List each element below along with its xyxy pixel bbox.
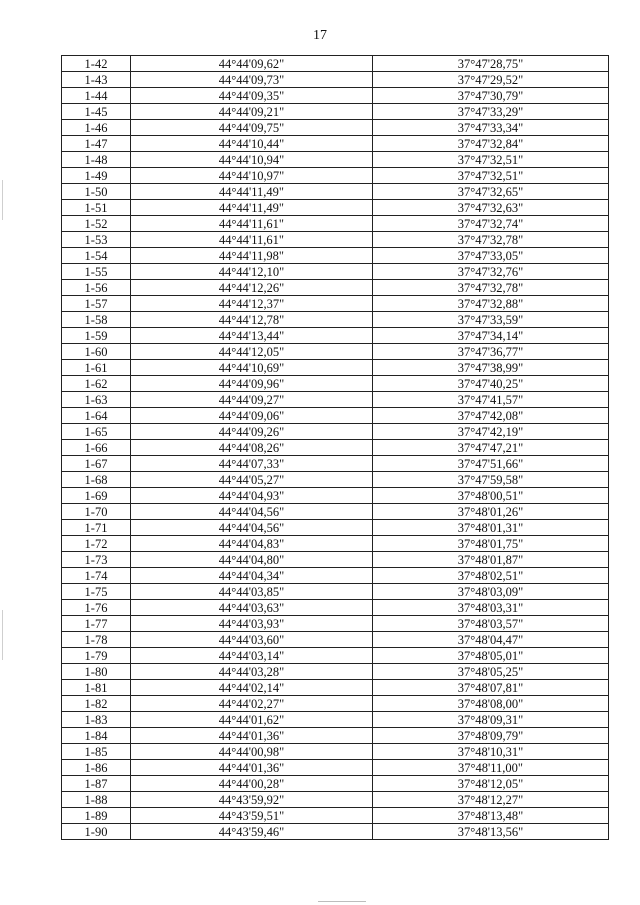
point-number-cell: 1-60 <box>62 344 131 360</box>
table-row <box>62 504 609 520</box>
latitude-cell: 44°44'04,83" <box>131 536 373 552</box>
point-number-cell: 1-59 <box>62 328 131 344</box>
longitude-cell: 37°48'10,31" <box>373 744 609 760</box>
point-number-cell: 1-45 <box>62 104 131 120</box>
point-number-cell: 1-53 <box>62 232 131 248</box>
longitude-cell: 37°47'28,75" <box>373 56 609 72</box>
latitude-cell: 44°44'12,10" <box>131 264 373 280</box>
longitude-cell: 37°48'13,56" <box>373 824 609 840</box>
point-number-cell: 1-66 <box>62 440 131 456</box>
longitude-cell: 37°48'07,81" <box>373 680 609 696</box>
latitude-cell: 44°44'03,85" <box>131 584 373 600</box>
latitude-cell: 44°44'10,97" <box>131 168 373 184</box>
latitude-cell: 44°44'03,60" <box>131 632 373 648</box>
point-number-cell: 1-72 <box>62 536 131 552</box>
table-row <box>62 632 609 648</box>
table-row <box>62 312 609 328</box>
point-number-cell: 1-62 <box>62 376 131 392</box>
table-row <box>62 440 609 456</box>
point-number-cell: 1-82 <box>62 696 131 712</box>
table-row <box>62 408 609 424</box>
latitude-cell: 44°44'11,49" <box>131 200 373 216</box>
point-number-cell: 1-51 <box>62 200 131 216</box>
latitude-cell: 44°44'04,56" <box>131 504 373 520</box>
point-number-cell: 1-48 <box>62 152 131 168</box>
latitude-cell: 44°44'00,28" <box>131 776 373 792</box>
longitude-cell: 37°48'04,47" <box>373 632 609 648</box>
latitude-cell: 44°44'09,75" <box>131 120 373 136</box>
latitude-cell: 44°44'11,61" <box>131 232 373 248</box>
latitude-cell: 44°44'07,33" <box>131 456 373 472</box>
longitude-cell: 37°48'03,57" <box>373 616 609 632</box>
table-row <box>62 648 609 664</box>
table-row <box>62 696 609 712</box>
table-row <box>62 104 609 120</box>
latitude-cell: 44°44'11,61" <box>131 216 373 232</box>
latitude-cell: 44°44'12,37" <box>131 296 373 312</box>
table-row <box>62 680 609 696</box>
point-number-cell: 1-44 <box>62 88 131 104</box>
longitude-cell: 37°48'05,25" <box>373 664 609 680</box>
point-number-cell: 1-88 <box>62 792 131 808</box>
longitude-cell: 37°47'32,74" <box>373 216 609 232</box>
longitude-cell: 37°47'32,63" <box>373 200 609 216</box>
table-row <box>62 232 609 248</box>
table-row <box>62 616 609 632</box>
latitude-cell: 44°44'02,27" <box>131 696 373 712</box>
table-row <box>62 536 609 552</box>
longitude-cell: 37°48'09,79" <box>373 728 609 744</box>
table-row <box>62 136 609 152</box>
point-number-cell: 1-54 <box>62 248 131 264</box>
latitude-cell: 44°44'09,35" <box>131 88 373 104</box>
scan-edge-mark <box>2 610 3 660</box>
longitude-cell: 37°48'03,31" <box>373 600 609 616</box>
point-number-cell: 1-42 <box>62 56 131 72</box>
point-number-cell: 1-68 <box>62 472 131 488</box>
latitude-cell: 44°43'59,51" <box>131 808 373 824</box>
latitude-cell: 44°44'10,94" <box>131 152 373 168</box>
table-row <box>62 712 609 728</box>
longitude-cell: 37°47'33,34" <box>373 120 609 136</box>
latitude-cell: 44°44'02,14" <box>131 680 373 696</box>
table-row <box>62 168 609 184</box>
latitude-cell: 44°44'09,06" <box>131 408 373 424</box>
point-number-cell: 1-46 <box>62 120 131 136</box>
point-number-cell: 1-75 <box>62 584 131 600</box>
latitude-cell: 44°44'09,27" <box>131 392 373 408</box>
longitude-cell: 37°47'32,78" <box>373 232 609 248</box>
latitude-cell: 44°44'03,28" <box>131 664 373 680</box>
point-number-cell: 1-47 <box>62 136 131 152</box>
table-row <box>62 488 609 504</box>
latitude-cell: 44°44'10,69" <box>131 360 373 376</box>
table-row <box>62 472 609 488</box>
table-row <box>62 376 609 392</box>
longitude-cell: 37°48'09,31" <box>373 712 609 728</box>
table-row <box>62 328 609 344</box>
table-row <box>62 152 609 168</box>
longitude-cell: 37°48'02,51" <box>373 568 609 584</box>
table-row <box>62 792 609 808</box>
point-number-cell: 1-81 <box>62 680 131 696</box>
latitude-cell: 44°44'05,27" <box>131 472 373 488</box>
table-row <box>62 280 609 296</box>
longitude-cell: 37°48'00,51" <box>373 488 609 504</box>
point-number-cell: 1-56 <box>62 280 131 296</box>
latitude-cell: 44°44'11,49" <box>131 184 373 200</box>
point-number-cell: 1-71 <box>62 520 131 536</box>
table-row <box>62 216 609 232</box>
longitude-cell: 37°47'29,52" <box>373 72 609 88</box>
point-number-cell: 1-80 <box>62 664 131 680</box>
longitude-cell: 37°48'12,05" <box>373 776 609 792</box>
table-row <box>62 120 609 136</box>
longitude-cell: 37°47'42,08" <box>373 408 609 424</box>
point-number-cell: 1-57 <box>62 296 131 312</box>
point-number-cell: 1-85 <box>62 744 131 760</box>
longitude-cell: 37°47'59,58" <box>373 472 609 488</box>
point-number-cell: 1-43 <box>62 72 131 88</box>
table-row <box>62 520 609 536</box>
longitude-cell: 37°47'32,76" <box>373 264 609 280</box>
longitude-cell: 37°47'30,79" <box>373 88 609 104</box>
point-number-cell: 1-90 <box>62 824 131 840</box>
latitude-cell: 44°44'09,62" <box>131 56 373 72</box>
table-row <box>62 728 609 744</box>
longitude-cell: 37°48'08,00" <box>373 696 609 712</box>
point-number-cell: 1-50 <box>62 184 131 200</box>
point-number-cell: 1-73 <box>62 552 131 568</box>
table-row <box>62 88 609 104</box>
longitude-cell: 37°48'05,01" <box>373 648 609 664</box>
point-number-cell: 1-78 <box>62 632 131 648</box>
coordinates-table-body <box>62 56 609 840</box>
point-number-cell: 1-65 <box>62 424 131 440</box>
point-number-cell: 1-79 <box>62 648 131 664</box>
point-number-cell: 1-61 <box>62 360 131 376</box>
scan-edge-mark <box>2 180 3 220</box>
longitude-cell: 37°47'33,59" <box>373 312 609 328</box>
table-row <box>62 824 609 840</box>
point-number-cell: 1-63 <box>62 392 131 408</box>
longitude-cell: 37°47'33,05" <box>373 248 609 264</box>
latitude-cell: 44°44'09,21" <box>131 104 373 120</box>
latitude-cell: 44°44'03,63" <box>131 600 373 616</box>
longitude-cell: 37°47'32,65" <box>373 184 609 200</box>
table-row <box>62 760 609 776</box>
point-number-cell: 1-64 <box>62 408 131 424</box>
latitude-cell: 44°44'09,73" <box>131 72 373 88</box>
longitude-cell: 37°47'32,84" <box>373 136 609 152</box>
point-number-cell: 1-87 <box>62 776 131 792</box>
latitude-cell: 44°44'00,98" <box>131 744 373 760</box>
longitude-cell: 37°48'11,00" <box>373 760 609 776</box>
scan-bottom-mark <box>318 901 366 902</box>
latitude-cell: 44°43'59,92" <box>131 792 373 808</box>
longitude-cell: 37°48'01,31" <box>373 520 609 536</box>
latitude-cell: 44°44'12,26" <box>131 280 373 296</box>
table-row <box>62 456 609 472</box>
table-row <box>62 296 609 312</box>
latitude-cell: 44°44'12,05" <box>131 344 373 360</box>
latitude-cell: 44°44'04,80" <box>131 552 373 568</box>
latitude-cell: 44°44'03,93" <box>131 616 373 632</box>
point-number-cell: 1-86 <box>62 760 131 776</box>
table-row <box>62 264 609 280</box>
point-number-cell: 1-58 <box>62 312 131 328</box>
longitude-cell: 37°47'36,77" <box>373 344 609 360</box>
point-number-cell: 1-52 <box>62 216 131 232</box>
latitude-cell: 44°44'01,36" <box>131 728 373 744</box>
table-row <box>62 744 609 760</box>
table-row <box>62 664 609 680</box>
table-row <box>62 424 609 440</box>
point-number-cell: 1-55 <box>62 264 131 280</box>
point-number-cell: 1-76 <box>62 600 131 616</box>
longitude-cell: 37°47'33,29" <box>373 104 609 120</box>
longitude-cell: 37°47'32,51" <box>373 168 609 184</box>
longitude-cell: 37°47'42,19" <box>373 424 609 440</box>
point-number-cell: 1-69 <box>62 488 131 504</box>
longitude-cell: 37°47'32,51" <box>373 152 609 168</box>
point-number-cell: 1-67 <box>62 456 131 472</box>
longitude-cell: 37°48'13,48" <box>373 808 609 824</box>
latitude-cell: 44°44'13,44" <box>131 328 373 344</box>
table-row <box>62 344 609 360</box>
longitude-cell: 37°48'12,27" <box>373 792 609 808</box>
latitude-cell: 44°44'10,44" <box>131 136 373 152</box>
table-row <box>62 248 609 264</box>
longitude-cell: 37°48'03,09" <box>373 584 609 600</box>
latitude-cell: 44°44'09,26" <box>131 424 373 440</box>
longitude-cell: 37°47'32,78" <box>373 280 609 296</box>
latitude-cell: 44°44'09,96" <box>131 376 373 392</box>
latitude-cell: 44°44'12,78" <box>131 312 373 328</box>
table-row <box>62 584 609 600</box>
latitude-cell: 44°44'04,34" <box>131 568 373 584</box>
point-number-cell: 1-74 <box>62 568 131 584</box>
table-row <box>62 200 609 216</box>
table-row <box>62 776 609 792</box>
latitude-cell: 44°44'04,56" <box>131 520 373 536</box>
longitude-cell: 37°47'41,57" <box>373 392 609 408</box>
latitude-cell: 44°44'11,98" <box>131 248 373 264</box>
table-row <box>62 552 609 568</box>
table-row <box>62 56 609 72</box>
point-number-cell: 1-83 <box>62 712 131 728</box>
point-number-cell: 1-49 <box>62 168 131 184</box>
longitude-cell: 37°47'40,25" <box>373 376 609 392</box>
table-row <box>62 72 609 88</box>
table-row <box>62 184 609 200</box>
longitude-cell: 37°47'38,99" <box>373 360 609 376</box>
longitude-cell: 37°47'32,88" <box>373 296 609 312</box>
latitude-cell: 44°44'01,62" <box>131 712 373 728</box>
coordinates-table <box>61 55 609 840</box>
table-row <box>62 392 609 408</box>
latitude-cell: 44°44'08,26" <box>131 440 373 456</box>
longitude-cell: 37°47'47,21" <box>373 440 609 456</box>
longitude-cell: 37°48'01,87" <box>373 552 609 568</box>
point-number-cell: 1-89 <box>62 808 131 824</box>
table-row <box>62 600 609 616</box>
point-number-cell: 1-77 <box>62 616 131 632</box>
table-row <box>62 808 609 824</box>
point-number-cell: 1-70 <box>62 504 131 520</box>
longitude-cell: 37°48'01,26" <box>373 504 609 520</box>
longitude-cell: 37°47'51,66" <box>373 456 609 472</box>
latitude-cell: 44°44'03,14" <box>131 648 373 664</box>
longitude-cell: 37°48'01,75" <box>373 536 609 552</box>
latitude-cell: 44°44'01,36" <box>131 760 373 776</box>
point-number-cell: 1-84 <box>62 728 131 744</box>
latitude-cell: 44°43'59,46" <box>131 824 373 840</box>
latitude-cell: 44°44'04,93" <box>131 488 373 504</box>
table-row <box>62 360 609 376</box>
longitude-cell: 37°47'34,14" <box>373 328 609 344</box>
page-number: 17 <box>313 28 327 43</box>
table-row <box>62 568 609 584</box>
